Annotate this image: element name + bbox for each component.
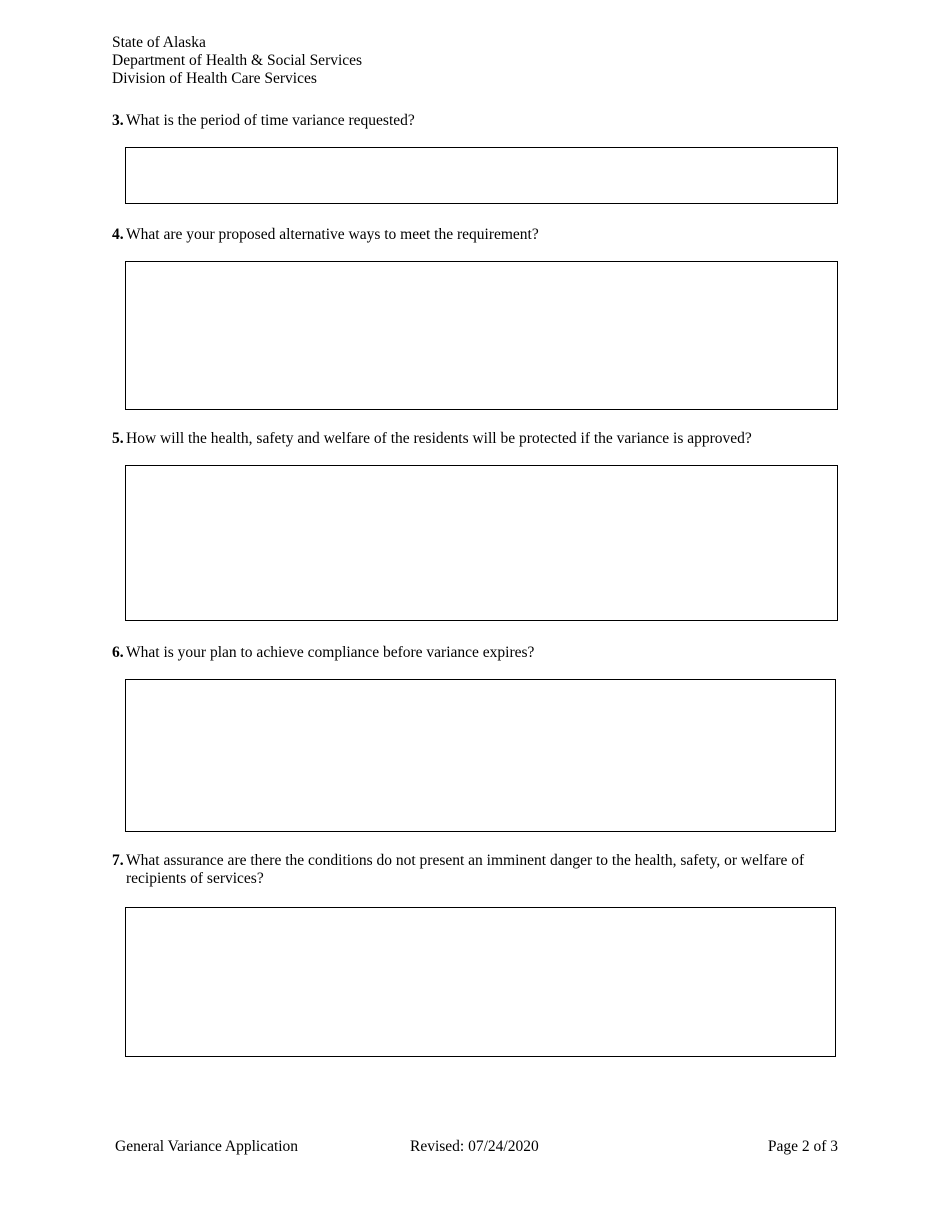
question-text: What is the period of time variance requested? [126, 112, 415, 129]
answer-field-7[interactable] [125, 907, 836, 1057]
question-text: How will the health, safety and welfare of the residents will be protected if the variance is approved? [126, 430, 752, 447]
question-number: 5. [112, 430, 124, 447]
question-7 [112, 852, 822, 888]
question-number: 4. [112, 226, 124, 243]
question-5 [112, 430, 792, 448]
answer-field-4[interactable] [125, 261, 838, 410]
answer-field-5[interactable] [125, 465, 838, 621]
footer-page-number: Page 2 of 3 [767, 1138, 838, 1155]
header-department: Department of Health & Social Services [112, 52, 363, 69]
footer-form-name: General Variance Application [115, 1138, 299, 1155]
header-state: State of Alaska [112, 34, 206, 51]
footer-revised-date: Revised: 07/24/2020 [410, 1138, 539, 1155]
question-number: 3. [112, 112, 124, 129]
agency-header [112, 34, 362, 88]
question-4 [112, 226, 832, 244]
answer-field-6[interactable] [125, 679, 836, 832]
question-text: What is your plan to achieve compliance before variance expires? [126, 644, 535, 661]
question-number: 7. [112, 852, 124, 869]
question-3 [112, 112, 832, 130]
question-text: What assurance are there the conditions do not present an imminent danger to the health, safety, or welfare of recipients of services? [126, 852, 805, 887]
question-text: What are your proposed alternative ways to meet the requirement? [126, 226, 539, 243]
question-6 [112, 644, 832, 662]
question-number: 6. [112, 644, 124, 661]
header-division: Division of Health Care Services [112, 70, 317, 87]
answer-field-3[interactable] [125, 147, 838, 204]
